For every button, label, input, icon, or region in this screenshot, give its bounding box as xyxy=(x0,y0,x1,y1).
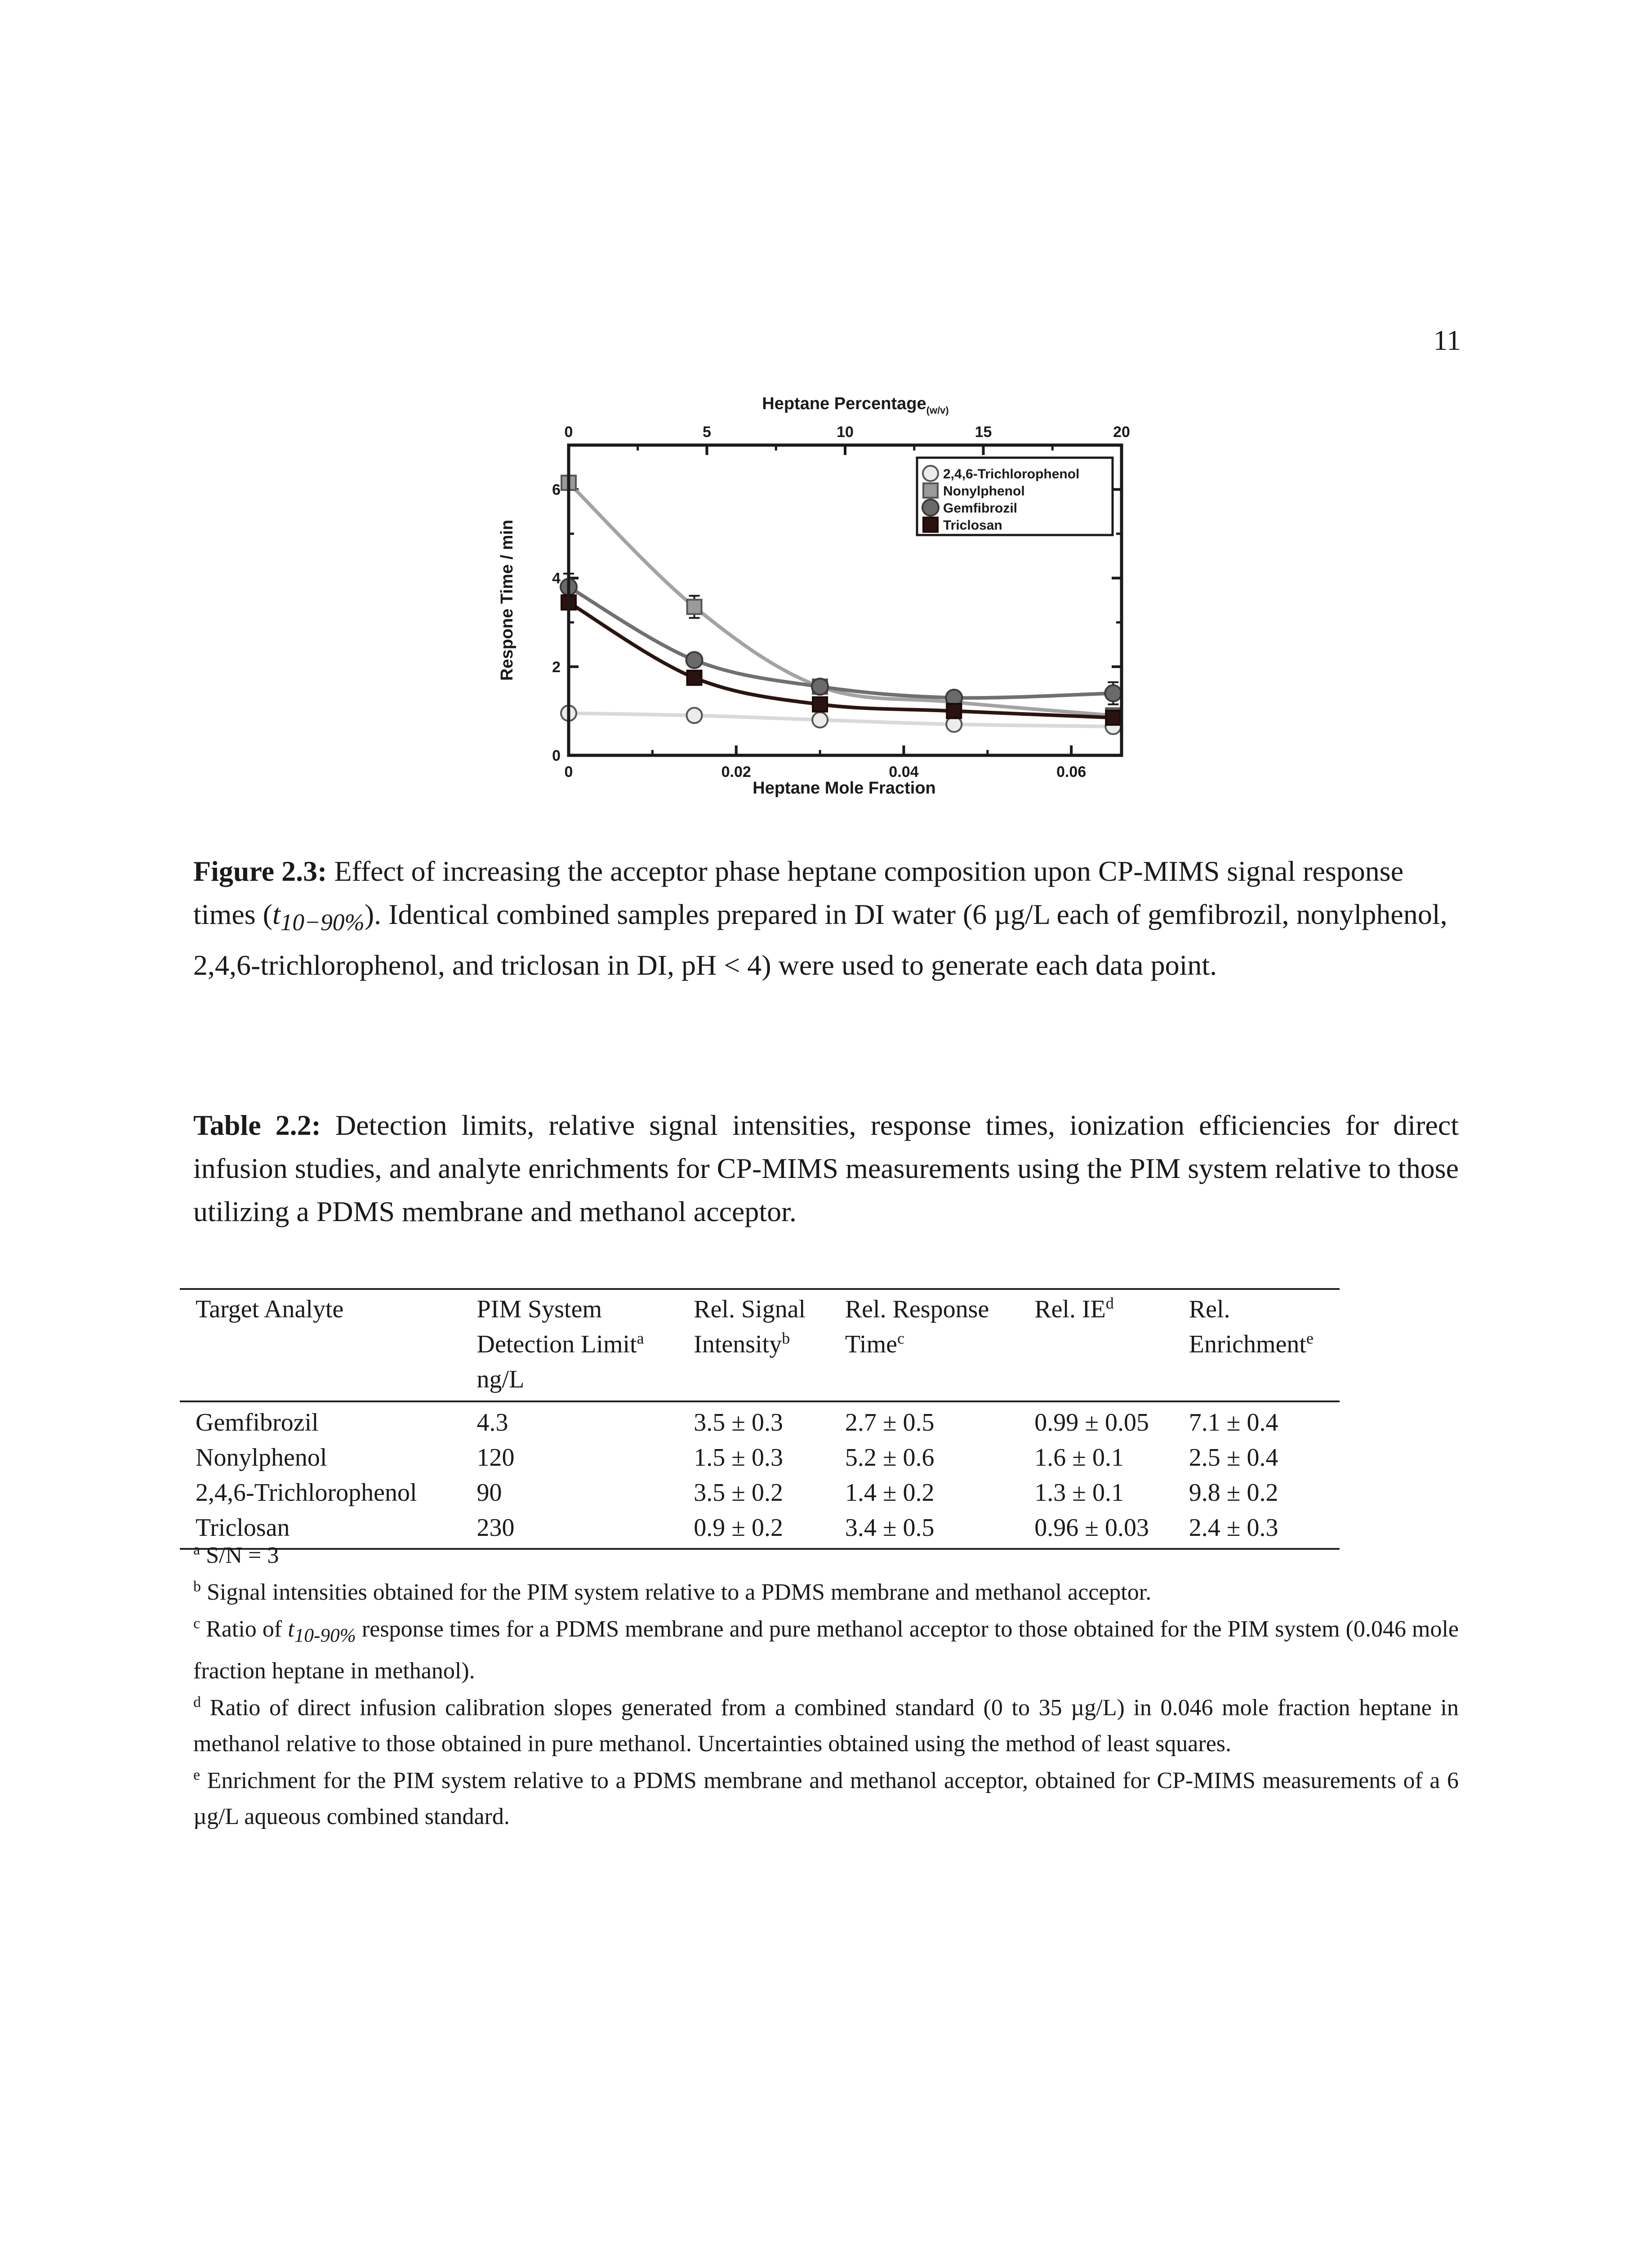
figure-caption-symbol: t xyxy=(272,898,281,930)
svg-text:Heptane Percentage(w/v) xyxy=(762,394,949,416)
table-header-row xyxy=(180,1289,1340,1401)
table-cell: 0.96 ± 0.03 xyxy=(1034,1514,1149,1542)
figure-label: Figure 2.3: xyxy=(193,855,327,887)
legend-label: Triclosan xyxy=(943,518,1002,533)
legend-marker xyxy=(923,466,938,481)
data-point xyxy=(687,671,702,685)
x-tick-label: 0.02 xyxy=(721,763,751,781)
footnote-a: $^a$ S/N = 3 xyxy=(193,1541,279,1568)
y-tick-label: 4 xyxy=(552,570,561,587)
table-header-cell: Rel. Response Time$^c$ xyxy=(845,1295,989,1358)
table-caption-text: Detection limits, relative signal intensities, response times, ionization efficiencies for direct infusion studies, and analyte enrichments for CP-MIMS measurements using the PIM system relative to those utilizing a PDMS membrane and methanol acceptor. xyxy=(193,1109,1459,1227)
footnote-b: $^b$ Signal intensities obtained for the PIM system relative to a PDMS membrane and methanol acceptor. xyxy=(193,1578,1152,1605)
table-cell: 9.8 ± 0.2 xyxy=(1189,1479,1278,1507)
x2-tick-label: 20 xyxy=(1113,424,1130,441)
table-cell: 2.5 ± 0.4 xyxy=(1189,1444,1278,1472)
footnote-c: $^c$ Ratio of $t_{10-90\%}$ response times for a PDMS membrane and pure methanol acceptor to those obtained for the PIM system (0.046 mole fraction heptane in methanol). xyxy=(193,1615,1459,1684)
table-header-cell: Rel. Signal Intensity$^b$ xyxy=(694,1295,806,1358)
table-row xyxy=(180,1475,1340,1510)
data-point xyxy=(1106,710,1120,725)
response-time-chart xyxy=(476,382,1151,814)
data-point xyxy=(812,678,828,695)
table-cell: 1.4 ± 0.2 xyxy=(845,1479,935,1507)
y-tick-label: 2 xyxy=(552,658,561,676)
x2-axis-title-sub: (w/v) xyxy=(926,405,949,416)
data-point xyxy=(813,697,827,712)
legend-label: 2,4,6-Trichlorophenol xyxy=(943,467,1080,482)
table-cell: 2.7 ± 0.5 xyxy=(845,1409,935,1436)
table-header-cell: Rel. Enrichment$^e$ xyxy=(1189,1295,1314,1358)
table-cell: 1.6 ± 0.1 xyxy=(1034,1444,1124,1472)
table-cell: Triclosan xyxy=(196,1514,290,1542)
table-cell: 2,4,6-Trichlorophenol xyxy=(196,1479,417,1507)
x-axis-title: Heptane Mole Fraction xyxy=(753,779,936,798)
x2-tick-label: 10 xyxy=(837,424,854,441)
legend-marker xyxy=(923,483,938,498)
table-label: Table 2.2: xyxy=(193,1109,321,1141)
table-row xyxy=(180,1440,1340,1475)
table-cell: 3.5 ± 0.3 xyxy=(694,1409,783,1436)
figure-caption-subscript: 10−90% xyxy=(280,908,365,936)
y-tick-label: 6 xyxy=(552,481,561,499)
data-point xyxy=(687,708,702,723)
footnote-e: $^e$ Enrichment for the PIM system relative to a PDMS membrane and methanol acceptor, obtained for CP-MIMS measurements of a 6 µg/L aqueous combined standard. xyxy=(193,1767,1459,1830)
data-point xyxy=(687,600,702,614)
table-cell: 2.4 ± 0.3 xyxy=(1189,1514,1278,1542)
table-cell: 3.5 ± 0.2 xyxy=(694,1479,783,1507)
table-caption xyxy=(193,1104,1459,1233)
table-cell: 7.1 ± 0.4 xyxy=(1189,1409,1278,1436)
x2-axis-title-main: Heptane Percentage xyxy=(762,394,926,413)
table-cell: 90 xyxy=(476,1479,502,1507)
series-line xyxy=(569,602,1113,718)
table-cell: 230 xyxy=(476,1514,515,1542)
figure-caption-text-1: Effect of increasing the acceptor phase heptane composition upon CP-MIMS signal response times ( xyxy=(193,855,1404,930)
table-cell: 120 xyxy=(476,1444,515,1472)
series-line xyxy=(569,587,1113,698)
figure-caption-text-2: ). Identical combined samples prepared in DI water (6 µg/L each of gemfibrozil, nonylphenol, 2,4,6-trichlorophenol, and triclosan in DI, pH < 4) were used to generate each data point. xyxy=(193,898,1447,981)
table-cell: 1.5 ± 0.3 xyxy=(694,1444,783,1472)
table-cell: 3.4 ± 0.5 xyxy=(845,1514,935,1542)
table-cell: 4.3 xyxy=(476,1409,508,1436)
table-cell: 0.9 ± 0.2 xyxy=(694,1514,783,1542)
data-point xyxy=(812,712,828,727)
y-tick-label: 0 xyxy=(552,747,561,764)
table-cell: 0.99 ± 0.05 xyxy=(1034,1409,1149,1436)
table-cell: 5.2 ± 0.6 xyxy=(845,1444,935,1472)
data-point xyxy=(686,652,703,668)
footnote-d: $^d$ Ratio of direct infusion calibration slopes generated from a combined standard (0 to 35 µg/L) in 0.046 mole fraction heptane in methanol relative to those obtained in pure methanol. Uncertainties obtained using the method of least squares. xyxy=(193,1694,1459,1757)
legend-marker xyxy=(922,500,939,516)
legend-marker xyxy=(923,517,938,532)
table-footnotes xyxy=(193,1538,1459,1836)
table-cell: Gemfibrozil xyxy=(196,1409,319,1436)
table-row xyxy=(180,1401,1340,1440)
x2-tick-label: 5 xyxy=(703,424,711,441)
legend xyxy=(917,458,1113,535)
table-header-cell: PIM System Detection Limit$^a$ ng/L xyxy=(476,1295,644,1393)
table-cell: Nonylphenol xyxy=(196,1444,327,1472)
x-tick-label: 0.06 xyxy=(1056,763,1086,781)
results-table xyxy=(180,1288,1340,1550)
data-point xyxy=(947,704,961,718)
data-point xyxy=(1105,685,1121,701)
legend-label: Nonylphenol xyxy=(943,484,1025,499)
x-tick-label: 0 xyxy=(564,763,573,781)
x2-axis-title xyxy=(762,394,949,416)
x2-tick-label: 15 xyxy=(975,424,992,441)
table-header-cell: Target Analyte xyxy=(196,1295,344,1323)
table-cell: 1.3 ± 0.1 xyxy=(1034,1479,1124,1507)
table-header-cell: Rel. $IE^d$ xyxy=(1034,1294,1114,1323)
x-tick-label: 0.04 xyxy=(889,763,919,781)
figure-caption xyxy=(193,850,1459,987)
page-number: 11 xyxy=(1433,324,1461,356)
y-axis-title: Respone Time / min xyxy=(498,519,517,681)
legend-label: Gemfibrozil xyxy=(943,501,1018,516)
x2-tick-label: 0 xyxy=(564,424,573,441)
